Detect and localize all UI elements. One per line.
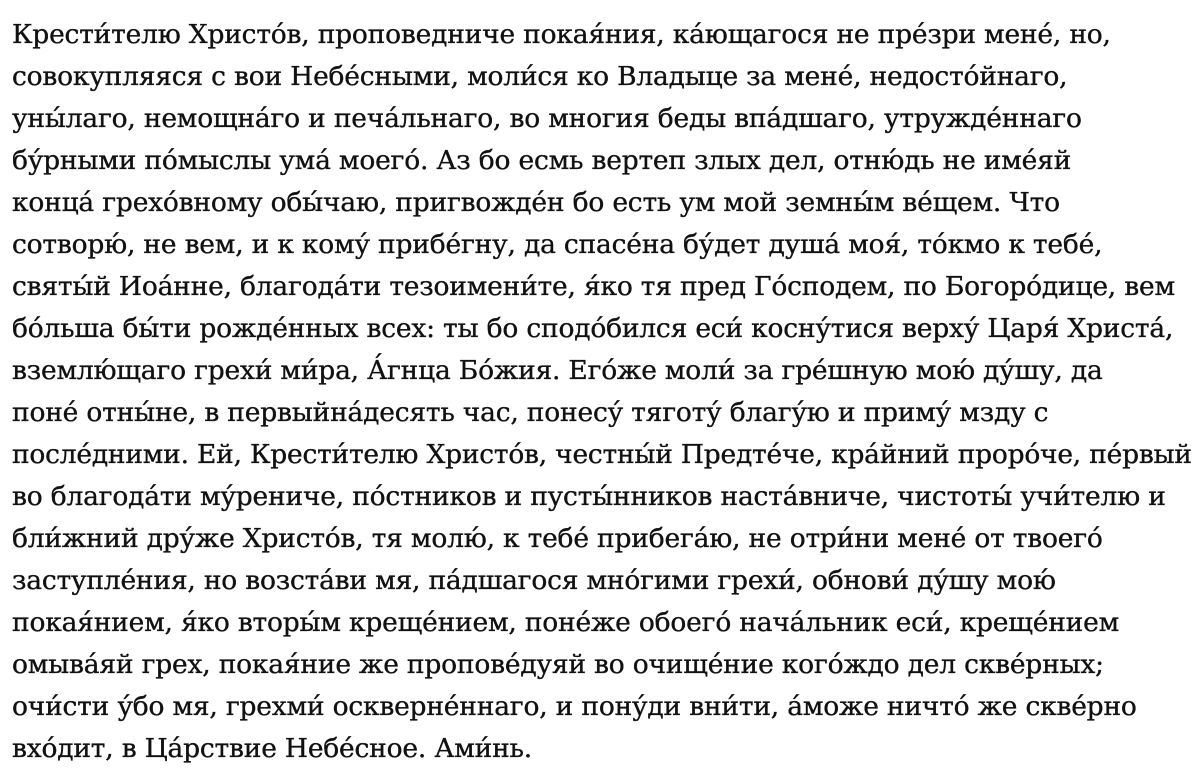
text-line: вземлю́щаго грехи́ ми́ра, А́гнца Бо́жия. Его́же моли́ за гре́шную мою́ ду́шу, да — [12, 355, 1103, 386]
text-line: святы́й Иоа́нне, благода́ти тезоимени́те, я́ко тя пред Го́сподем, по Богоро́дице, вем — [12, 271, 1175, 302]
text-line: заступле́ния, но возста́ви мя, па́дшагося мно́гими грехи́, обнови́ ду́шу мою́ — [12, 565, 1056, 596]
text-line: сотворю́, не вем, и к кому́ прибе́гну, да спасе́на бу́дет душа́ моя́, то́кмо к тебе́, — [12, 229, 1103, 260]
text-line: поне́ отны́не, в первыйна́десять час, понесу́ тяготу́ благу́ю и приму́ мзду с — [12, 397, 1049, 428]
text-line: уны́лаго, немощна́го и печа́льнаго, во многия беды впа́дшаго, утружде́ннаго — [12, 103, 1082, 134]
text-line: конца́ грехо́вному обы́чаю, пригвожде́н бо есть ум мой земны́м ве́щем. Что — [12, 187, 1060, 218]
text-line: вхо́дит, в Ца́рствие Небе́сное. Ами́нь. — [12, 733, 532, 764]
text-line: бо́льша бы́ти рожде́нных всех: ты бо сподо́бился еси́ косну́тися верху́ Царя́ Христа́, — [12, 313, 1174, 344]
text-line: очи́сти у́бо мя, грехми́ оскверне́ннаго, и пону́ди вни́ти, а́може ничто́ же скве́рно — [12, 691, 1137, 722]
text-line: совокупляяся с вои Небе́сными, моли́ся ко Владыце за мене́, недосто́йнаго, — [12, 61, 1068, 92]
text-line: покая́нием, я́ко вторы́м креще́нием, поне́же обоего́ нача́льник еси́, креще́нием — [12, 607, 1120, 638]
text-line: во благода́ти му́рениче, по́стников и пусты́нников наста́вниче, чистоты́ учи́телю и — [12, 481, 1166, 512]
text-line: после́дними. Ей, Крести́телю Христо́в, честны́й Предте́че, кра́йний проро́че, пе́рвый — [12, 439, 1192, 470]
text-line: бли́жний дру́же Христо́в, тя молю́, к тебе́ прибега́ю, не отри́ни мене́ от твоего́ — [12, 523, 1103, 554]
text-line: Крести́телю Христо́в, проповедниче покая́ния, ка́ющагося не пре́зри мене́, но, — [12, 19, 1111, 50]
text-line: омыва́яй грех, покая́ние же пропове́дуяй во очище́ние кого́ждо дел скве́рных; — [12, 649, 1104, 680]
text-line: бу́рными по́мыслы ума́ моего́. Аз бо есмь вертеп злых дел, отню́дь не име́яй — [12, 145, 1072, 176]
prayer-text — [12, 14, 1192, 770]
